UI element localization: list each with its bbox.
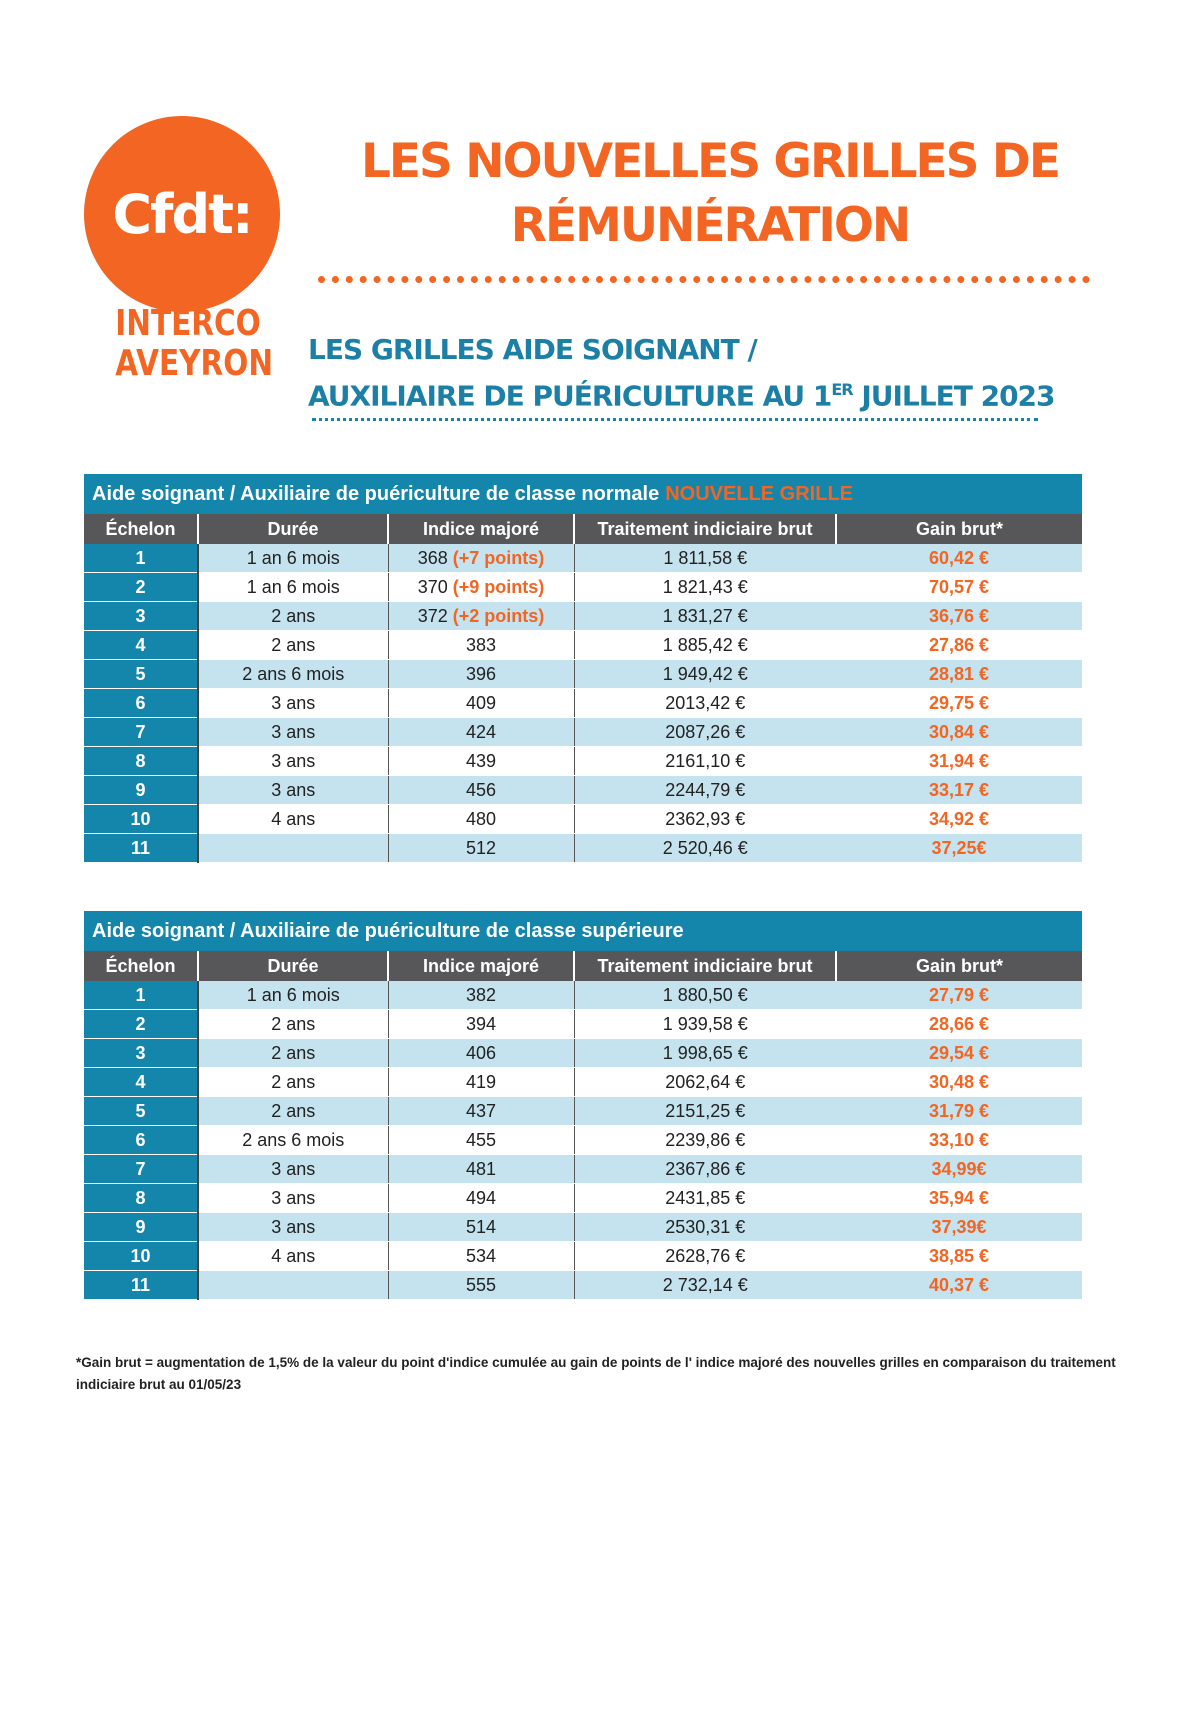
grid2-header-row: [84, 951, 1082, 981]
gain-cell: 34,92 €: [836, 805, 1082, 834]
traitement-cell: 2244,79 €: [574, 776, 836, 805]
echelon-cell: 10: [84, 1242, 198, 1271]
grid2-title: Aide soignant / Auxiliaire de puériculture de classe supérieure: [84, 911, 1082, 951]
echelon-cell: 2: [84, 573, 198, 602]
table-row: [84, 1242, 1082, 1271]
echelon-cell: 6: [84, 689, 198, 718]
duree-cell: 4 ans: [198, 805, 388, 834]
table-row: [84, 1097, 1082, 1126]
indice-cell: [388, 776, 574, 805]
orange-dotted-divider: [318, 276, 1090, 283]
indice-cell: [388, 1126, 574, 1155]
indice-value: 480: [465, 808, 497, 829]
duree-cell: 2 ans: [198, 1068, 388, 1097]
table-row: [84, 776, 1082, 805]
indice-cell: [388, 1039, 574, 1068]
gain-cell: 30,48 €: [836, 1068, 1082, 1097]
indice-cell: [388, 602, 574, 631]
table-row: [84, 747, 1082, 776]
indice-value: 424: [465, 721, 497, 742]
gain-cell: 35,94 €: [836, 1184, 1082, 1213]
indice-cell: [388, 1010, 574, 1039]
cfdt-logo: [84, 116, 280, 312]
duree-cell: 1 an 6 mois: [198, 544, 388, 573]
echelon-cell: 9: [84, 1213, 198, 1242]
indice-value: 406: [465, 1042, 497, 1063]
echelon-cell: 2: [84, 1010, 198, 1039]
traitement-cell: 2431,85 €: [574, 1184, 836, 1213]
duree-cell: 2 ans 6 mois: [198, 1126, 388, 1155]
duree-cell: 3 ans: [198, 1184, 388, 1213]
gain-cell: 33,10 €: [836, 1126, 1082, 1155]
gain-cell: 28,66 €: [836, 1010, 1082, 1039]
traitement-cell: 2628,76 €: [574, 1242, 836, 1271]
table-row: [84, 544, 1082, 573]
table-row: [84, 1213, 1082, 1242]
column-header: Traitement indiciaire brut: [574, 514, 836, 544]
indice-cell: [388, 1097, 574, 1126]
echelon-cell: 6: [84, 1126, 198, 1155]
indice-cell: [388, 689, 574, 718]
grid-classe-normale: [84, 474, 1082, 863]
column-header: Gain brut*: [836, 514, 1082, 544]
echelon-cell: 11: [84, 1271, 198, 1300]
traitement-cell: 1 885,42 €: [574, 631, 836, 660]
indice-cell: [388, 631, 574, 660]
traitement-cell: 1 821,43 €: [574, 573, 836, 602]
duree-cell: 2 ans: [198, 1097, 388, 1126]
gain-cell: 60,42 €: [836, 544, 1082, 573]
indice-cell: [388, 1155, 574, 1184]
indice-value: 512: [465, 837, 497, 858]
grid1-header-row: [84, 514, 1082, 544]
gain-cell: 28,81 €: [836, 660, 1082, 689]
column-header: Indice majoré: [388, 514, 574, 544]
traitement-cell: 1 998,65 €: [574, 1039, 836, 1068]
indice-cell: [388, 1213, 574, 1242]
duree-cell: 3 ans: [198, 747, 388, 776]
traitement-cell: 2161,10 €: [574, 747, 836, 776]
logo-brand: Cfdt:: [112, 182, 252, 246]
echelon-cell: 1: [84, 544, 198, 573]
traitement-cell: 1 811,58 €: [574, 544, 836, 573]
traitement-cell: 2151,25 €: [574, 1097, 836, 1126]
indice-value: 372: [417, 605, 448, 626]
gain-cell: 34,99€: [836, 1155, 1082, 1184]
column-header: Durée: [198, 514, 388, 544]
gain-cell: 37,39€: [836, 1213, 1082, 1242]
indice-value: 494: [465, 1187, 497, 1208]
echelon-cell: 7: [84, 718, 198, 747]
indice-cell: [388, 718, 574, 747]
indice-value: 394: [465, 1013, 497, 1034]
indice-cell: [388, 981, 574, 1010]
gain-cell: 29,75 €: [836, 689, 1082, 718]
traitement-cell: 2362,93 €: [574, 805, 836, 834]
indice-value: 409: [465, 692, 497, 713]
grid1-table: [84, 514, 1082, 863]
table-row: [84, 1010, 1082, 1039]
duree-cell: 3 ans: [198, 718, 388, 747]
indice-value: 455: [465, 1129, 497, 1150]
traitement-cell: 2239,86 €: [574, 1126, 836, 1155]
traitement-cell: 1 949,42 €: [574, 660, 836, 689]
traitement-cell: 2 520,46 €: [574, 834, 836, 863]
gain-cell: 27,86 €: [836, 631, 1082, 660]
echelon-cell: 11: [84, 834, 198, 863]
echelon-cell: 3: [84, 1039, 198, 1068]
duree-cell: 1 an 6 mois: [198, 573, 388, 602]
traitement-cell: 1 939,58 €: [574, 1010, 836, 1039]
footnote: *Gain brut = augmentation de 1,5% de la valeur du point d'indice cumulée au gain de points de l' indice majoré des nouvelles grilles en comparaison du traitement indiciaire brut au 01/05/23: [76, 1355, 1116, 1392]
table-row: [84, 602, 1082, 631]
indice-value: 370: [417, 576, 448, 597]
logo-sub-line1: INTERCO: [115, 303, 261, 344]
table-row: [84, 718, 1082, 747]
table-row: [84, 981, 1082, 1010]
indice-value: 419: [465, 1071, 497, 1092]
duree-cell: 3 ans: [198, 1213, 388, 1242]
echelon-cell: 3: [84, 602, 198, 631]
logo-sub-line2: AVEYRON: [115, 343, 274, 384]
duree-cell: 3 ans: [198, 1155, 388, 1184]
indice-value: 383: [465, 634, 497, 655]
subtitle-line1: LES GRILLES AIDE SOIGNANT /: [308, 333, 757, 366]
table-row: [84, 1184, 1082, 1213]
column-header: Échelon: [84, 951, 198, 981]
subtitle-line2: AUXILIAIRE DE PUÉRICULTURE AU 1ER JUILLET 2023: [308, 379, 1055, 413]
echelon-cell: 8: [84, 1184, 198, 1213]
table-row: [84, 689, 1082, 718]
new-grid-badge: NOUVELLE GRILLE: [665, 482, 854, 505]
echelon-cell: 10: [84, 805, 198, 834]
column-header: Gain brut*: [836, 951, 1082, 981]
traitement-cell: 1 831,27 €: [574, 602, 836, 631]
indice-value: 396: [465, 663, 497, 684]
indice-value: 534: [465, 1245, 497, 1266]
indice-cell: [388, 573, 574, 602]
section-subtitle: [308, 330, 1088, 416]
indice-cell: [388, 805, 574, 834]
gain-cell: 30,84 €: [836, 718, 1082, 747]
indice-cell: [388, 1184, 574, 1213]
traitement-cell: 2367,86 €: [574, 1155, 836, 1184]
table-row: [84, 1068, 1082, 1097]
duree-cell: 4 ans: [198, 1242, 388, 1271]
indice-value: 439: [465, 750, 497, 771]
grid-classe-superieure: [84, 911, 1082, 1300]
duree-cell: 2 ans: [198, 1039, 388, 1068]
column-header: Indice majoré: [388, 951, 574, 981]
traitement-cell: 2013,42 €: [574, 689, 836, 718]
indice-value: 481: [465, 1158, 497, 1179]
duree-cell: 2 ans: [198, 1010, 388, 1039]
gain-cell: 31,94 €: [836, 747, 1082, 776]
indice-cell: [388, 1242, 574, 1271]
table-row: [84, 660, 1082, 689]
duree-cell: [198, 834, 388, 863]
indice-cell: [388, 747, 574, 776]
table-row: [84, 1155, 1082, 1184]
duree-cell: 2 ans 6 mois: [198, 660, 388, 689]
indice-cell: [388, 660, 574, 689]
duree-cell: [198, 1271, 388, 1300]
echelon-cell: 8: [84, 747, 198, 776]
duree-cell: 2 ans: [198, 602, 388, 631]
duree-cell: 3 ans: [198, 776, 388, 805]
echelon-cell: 1: [84, 981, 198, 1010]
table-row: [84, 1126, 1082, 1155]
gain-cell: 29,54 €: [836, 1039, 1082, 1068]
logo-subtitle: [115, 303, 274, 384]
echelon-cell: 4: [84, 1068, 198, 1097]
column-header: Échelon: [84, 514, 198, 544]
table-row: [84, 834, 1082, 863]
page-title-line2: RÉMUNÉRATION: [510, 198, 910, 253]
duree-cell: 1 an 6 mois: [198, 981, 388, 1010]
column-header: Traitement indiciaire brut: [574, 951, 836, 981]
page-title-line1: LES NOUVELLES GRILLES DE: [360, 134, 1059, 189]
echelon-cell: 7: [84, 1155, 198, 1184]
gain-cell: 37,25€: [836, 834, 1082, 863]
indice-cell: [388, 1068, 574, 1097]
grid2-table: [84, 951, 1082, 1300]
indice-value: 382: [465, 984, 497, 1005]
echelon-cell: 9: [84, 776, 198, 805]
indice-cell: [388, 834, 574, 863]
indice-value: 456: [465, 779, 497, 800]
table-row: [84, 631, 1082, 660]
indice-value: 437: [465, 1100, 497, 1121]
duree-cell: 3 ans: [198, 689, 388, 718]
indice-value: 514: [465, 1216, 497, 1237]
indice-cell: [388, 1271, 574, 1300]
points-gain: (+2 points): [452, 605, 545, 626]
traitement-cell: 2 732,14 €: [574, 1271, 836, 1300]
gain-cell: 40,37 €: [836, 1271, 1082, 1300]
traitement-cell: 2087,26 €: [574, 718, 836, 747]
echelon-cell: 5: [84, 660, 198, 689]
table-row: [84, 573, 1082, 602]
traitement-cell: 1 880,50 €: [574, 981, 836, 1010]
table-row: [84, 1039, 1082, 1068]
indice-value: 368: [417, 547, 448, 568]
grid1-title: Aide soignant / Auxiliaire de puériculture de classe normale NOUVELLE GRILLE: [84, 474, 1082, 514]
gain-cell: 33,17 €: [836, 776, 1082, 805]
duree-cell: 2 ans: [198, 631, 388, 660]
blue-dotted-divider: [312, 418, 1038, 421]
points-gain: (+7 points): [452, 547, 545, 568]
gain-cell: 31,79 €: [836, 1097, 1082, 1126]
gain-cell: 36,76 €: [836, 602, 1082, 631]
column-header: Durée: [198, 951, 388, 981]
gain-cell: 70,57 €: [836, 573, 1082, 602]
echelon-cell: 4: [84, 631, 198, 660]
points-gain: (+9 points): [452, 576, 545, 597]
echelon-cell: 5: [84, 1097, 198, 1126]
page-title: [330, 130, 1090, 258]
indice-cell: [388, 544, 574, 573]
traitement-cell: 2062,64 €: [574, 1068, 836, 1097]
indice-value: 555: [465, 1274, 497, 1295]
table-row: [84, 805, 1082, 834]
gain-cell: 38,85 €: [836, 1242, 1082, 1271]
table-row: [84, 1271, 1082, 1300]
gain-cell: 27,79 €: [836, 981, 1082, 1010]
traitement-cell: 2530,31 €: [574, 1213, 836, 1242]
